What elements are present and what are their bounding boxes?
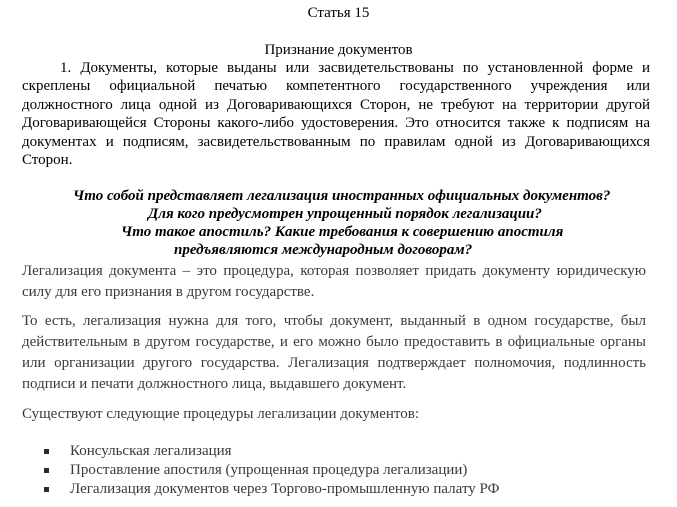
- list-item: [22, 480, 662, 499]
- body-paragraph: Легализация документа – это процедура, которая позволяет придать документу юридическую силу для его признания в другом государстве.: [22, 263, 646, 300]
- list-item: [22, 461, 662, 480]
- bullet-icon: [44, 487, 49, 492]
- bullet-icon: [44, 449, 49, 454]
- article-title: Статья 15: [307, 5, 370, 21]
- list-item-label: Консульская легализация: [70, 443, 232, 459]
- body-paragraph: То есть, легализация нужна для того, чтобы документ, выданный в одном государстве, был действительным в другом государстве, и его можно было предоставить в официальные органы или организации другого государства. Легализация подтверждает полномочия, подлинность подписи и печати должностного лица, выдавшего документ.: [22, 313, 646, 392]
- question-line: Для кого предусмотрен упрощенный порядок легализации?: [148, 206, 542, 222]
- question-line: предъявляются международным договорам?: [174, 242, 473, 258]
- list-item-label: Легализация документов через Торгово-промышленную палату РФ: [70, 481, 500, 497]
- section-title: Признание документов: [264, 42, 413, 58]
- body-paragraph: Существуют следующие процедуры легализации документов:: [22, 406, 420, 422]
- bullet-icon: [44, 468, 49, 473]
- question-line: Что такое апостиль? Какие требования к совершению апостиля: [121, 224, 564, 240]
- procedures-list: [22, 442, 662, 499]
- question-line: Что собой представляет легализация иностранных официальных документов?: [73, 188, 611, 204]
- list-item: [22, 442, 662, 461]
- list-item-label: Проставление апостиля (упрощенная процедура легализации): [70, 462, 468, 478]
- clause-paragraph: 1. Документы, которые выданы или засвидетельствованы по установленной форме и скреплены официальной печатью компетентного государственного учреждения или должностного лица одной из Договаривающихся Сторон, не требуют на территории другой Договаривающейся Стороны какого-либо удостоверения. Это относится также к подписям на документах и подписям, засвидетельствованным по правилам одной из Договаривающихся Сторон.: [22, 60, 650, 169]
